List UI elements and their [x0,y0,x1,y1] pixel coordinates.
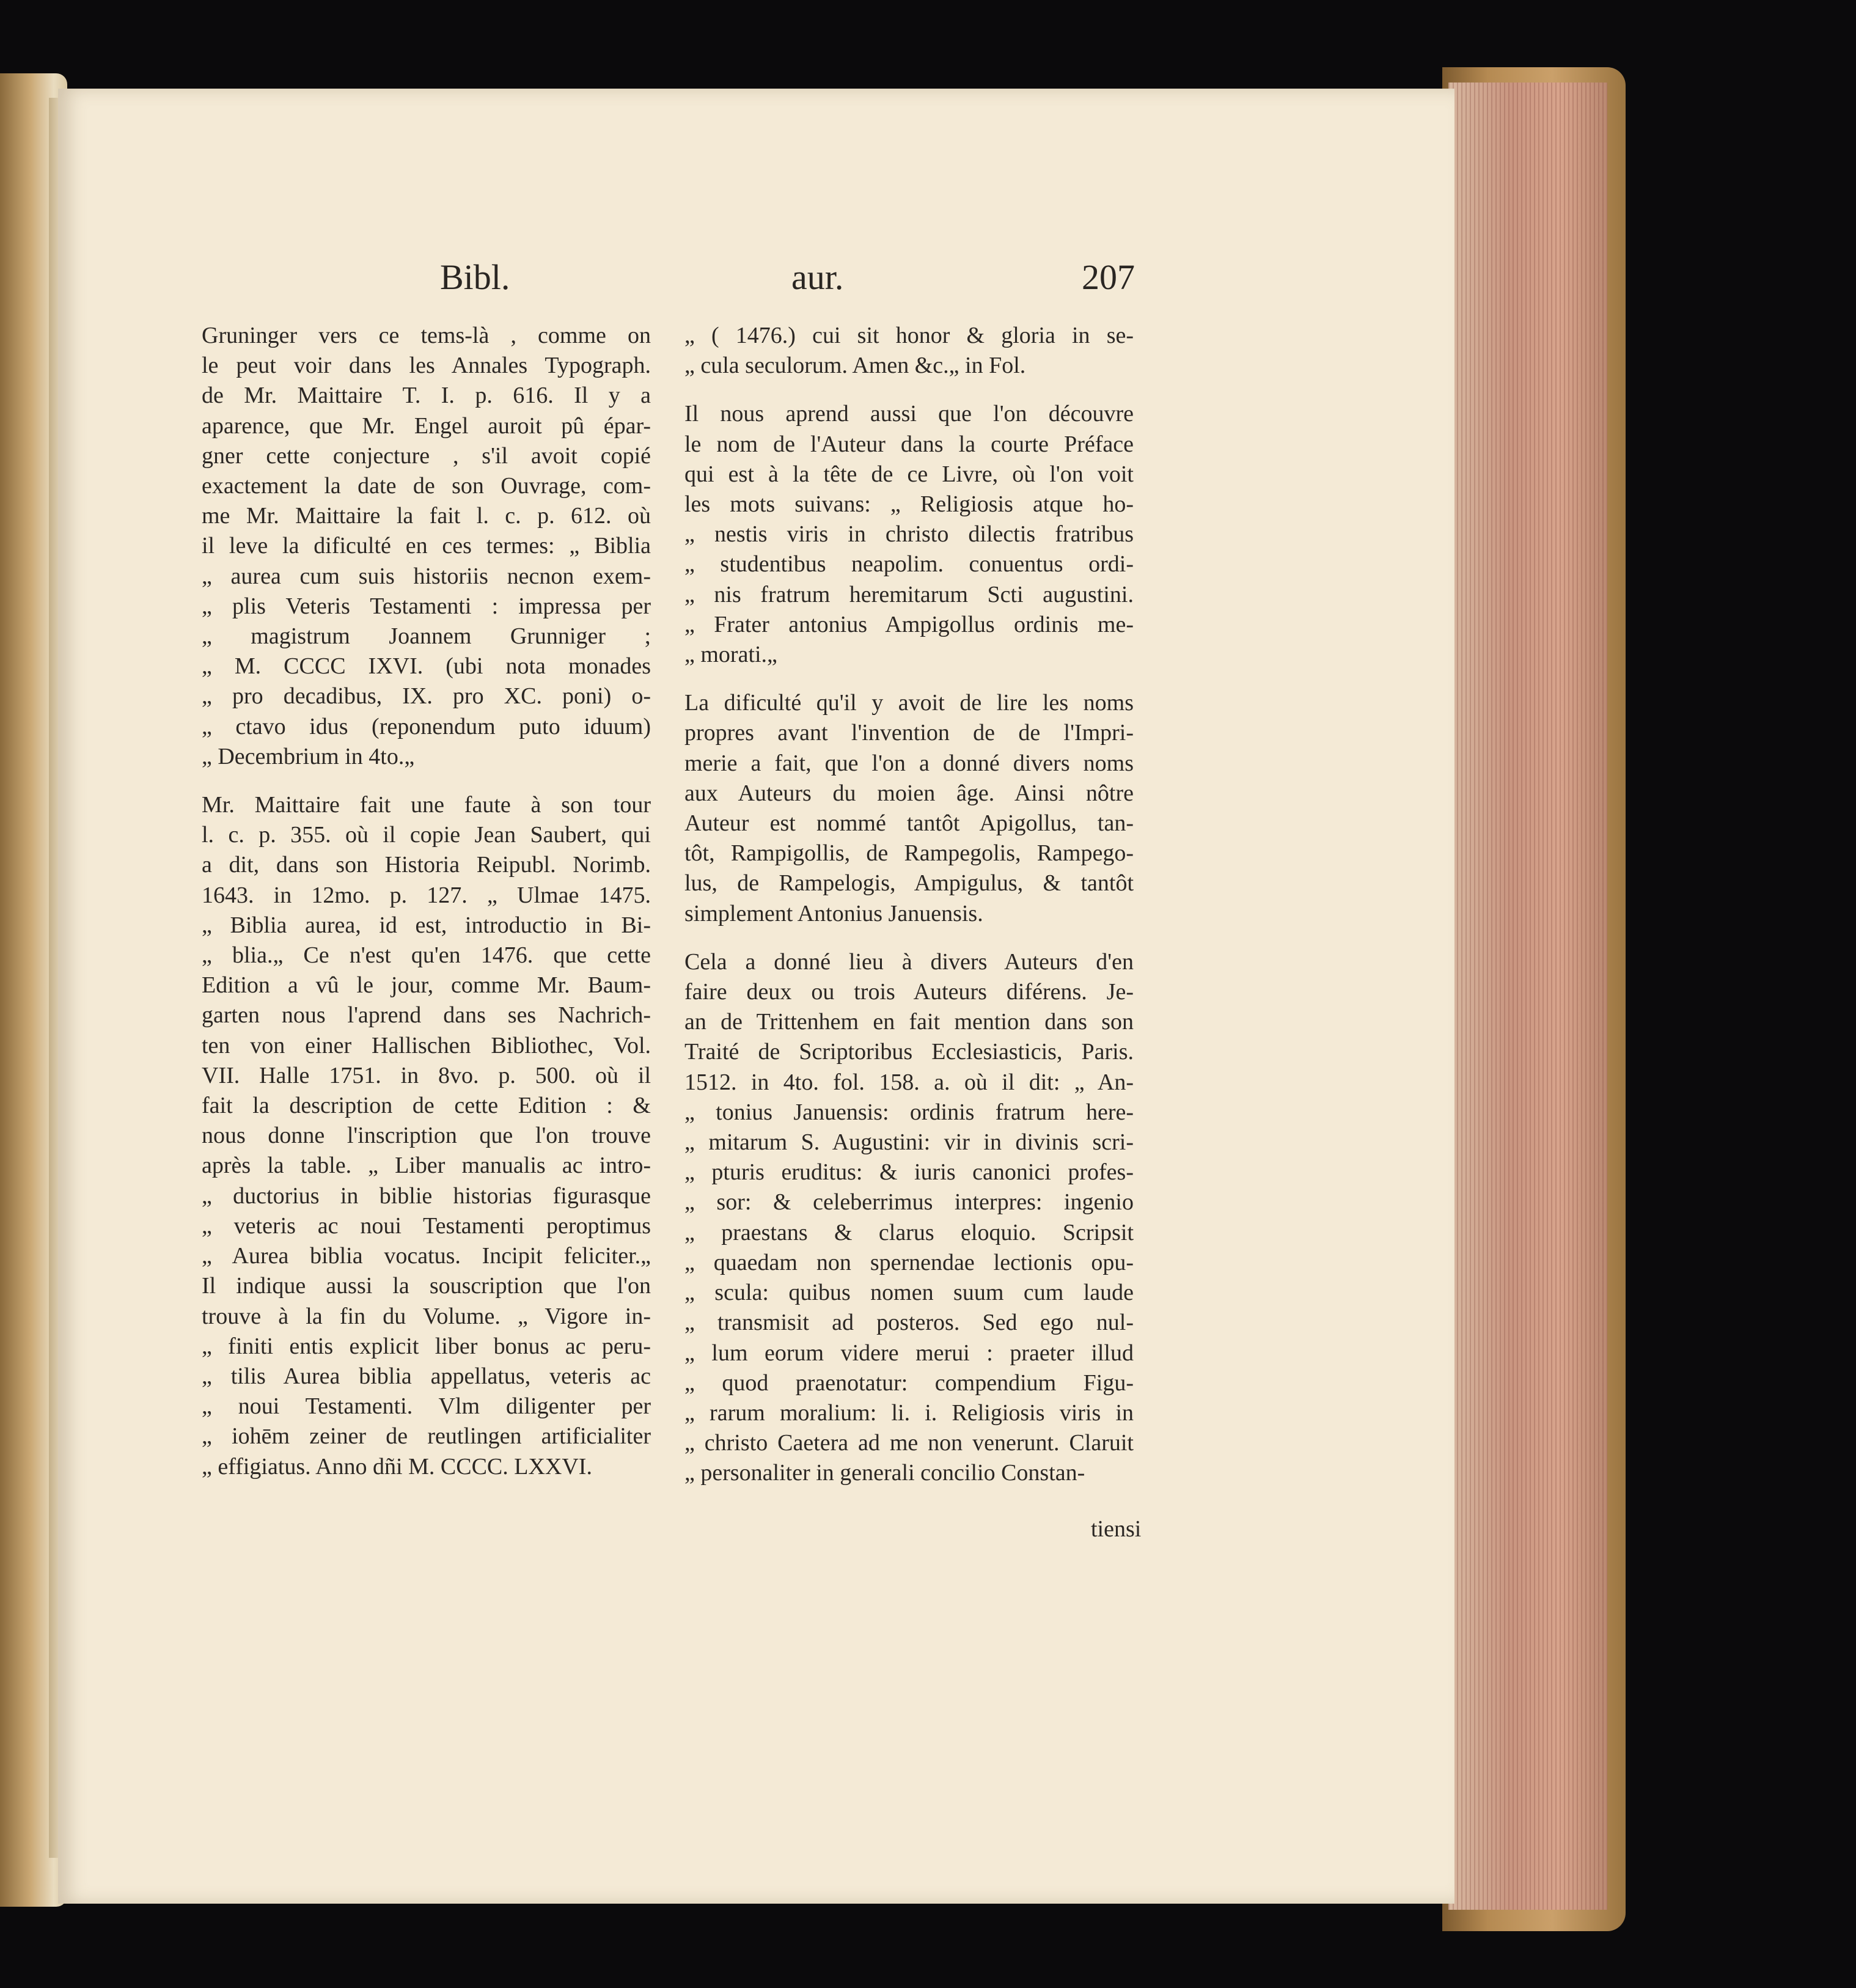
text-line: faire deux ou trois Auteurs diférens. Je- [684,979,1134,1005]
text-line: qui est à la tête de ce Livre, où l'on voit [684,461,1134,487]
text-line: „ transmisit ad posteros. Sed ego nul- [684,1310,1134,1336]
text-line: simplement Antonius Januensis. [684,900,983,926]
text-line: aux Auteurs du moien âge. Ainsi nôtre [684,780,1134,806]
text-line: Auteur est nommé tantôt Apigollus, tan- [684,810,1134,837]
text-line: „ ctavo idus (reponendum puto iduum) [202,713,651,739]
text-line: de Mr. Maittaire T. I. p. 616. Il y a [202,383,651,409]
text-line: Edition a vû le jour, comme Mr. Baum- [202,972,651,999]
text-line: „ pturis eruditus: & iuris canonici profes- [684,1159,1134,1186]
text-line: „ nestis viris in christo dilectis fratribus [684,521,1134,548]
text-line: a dit, dans son Historia Reipubl. Norimb. [202,852,651,878]
running-head-left: Bibl. [440,257,510,297]
text-line: nous donne l'inscription que l'on trouve [202,1123,651,1149]
text-line: „ tonius Januensis: ordinis fratrum here- [684,1099,1134,1125]
text-line: fait la description de cette Edition : & [202,1093,651,1119]
paragraph-gap [684,381,1134,399]
paragraph [202,321,651,772]
text-line: Gruninger vers ce tems-là , comme on [202,323,651,348]
paragraph-gap [684,929,1134,947]
text-line: „ Biblia aurea, id est, introductio in Bi- [202,912,651,938]
paragraph-gap [202,772,651,790]
text-line: le peut voir dans les Annales Typograph. [202,353,651,379]
text-line: „ rarum moralium: li. i. Religiosis viris in [684,1399,1134,1426]
text-line: 1512. in 4to. fol. 158. a. où il dit: „ An- [684,1069,1134,1095]
paragraph [684,399,1134,670]
text-line: „ veteris ac noui Testamenti peroptimus [202,1212,651,1239]
text-line: „ effigiatus. Anno dñi M. CCCC. LXXVI. [202,1453,592,1480]
text-line: exactement la date de son Ouvrage, com- [202,473,651,499]
text-line: garten nous l'aprend dans ses Nachrich- [202,1002,651,1029]
text-line: trouve à la fin du Volume. „ Vigore in- [202,1303,651,1329]
text-line: il leve la dificulté en ces termes: „ Biblia [202,533,651,559]
text-line: me Mr. Maittaire la fait l. c. p. 612. où [202,503,651,529]
text-line: propres avant l'invention de de l'Impri- [684,720,1134,746]
text-line: „ sor: & celeberrimus interpres: ingenio [684,1189,1134,1216]
paragraph-gap [684,670,1134,688]
text-line: „ tilis Aurea biblia appellatus, veteris ac [202,1363,651,1389]
text-line: lus, de Rampelogis, Ampigulus, & tantôt [684,870,1134,897]
text-line: „ nis fratrum heremitarum Scti augustini. [684,581,1134,607]
text-line: Il indique aussi la souscription que l'on [202,1273,651,1299]
text-line: „ aurea cum suis historiis necnon exem- [202,563,651,589]
paragraph [684,947,1134,1489]
text-line: „ ductorius in biblie historias figurasque [202,1183,651,1209]
paragraph [684,688,1134,929]
text-line: Il nous aprend aussi que l'on découvre [684,401,1134,427]
text-line: Traité de Scriptoribus Ecclesiasticis, Paris. [684,1039,1134,1065]
text-line: „ Aurea biblia vocatus. Incipit feliciter.„ [202,1243,651,1269]
right-text-column [684,321,1134,1489]
text-line: „ iohēm zeiner de reutlingen artificialiter [202,1423,651,1450]
text-line: 1643. in 12mo. p. 127. „ Ulmae 1475. [202,882,651,908]
text-line: Mr. Maittaire fait une faute à son tour [202,792,651,818]
text-line: „ finiti entis explicit liber bonus ac peru- [202,1333,651,1359]
text-line: „ M. CCCC IXVI. (ubi nota monades [202,653,651,680]
text-line: Cela a donné lieu à divers Auteurs d'en [684,948,1134,975]
text-line: „ pro decadibus, IX. pro XC. poni) o- [202,683,651,710]
paragraph [684,321,1134,381]
text-line: ten von einer Hallischen Bibliothec, Vol. [202,1032,651,1058]
text-line: les mots suivans: „ Religiosis atque ho- [684,491,1134,518]
text-line: après la table. „ Liber manualis ac intro- [202,1153,651,1179]
catchword: tiensi [1091,1516,1142,1542]
left-text-column [202,321,651,1482]
text-line: „ lum eorum videre merui : praeter illud [684,1340,1134,1366]
text-line: „ blia.„ Ce n'est qu'en 1476. que cette [202,942,651,969]
text-line: „ plis Veteris Testamenti : impressa per [202,593,651,619]
text-line: gner cette conjecture , s'il avoit copié [202,442,651,469]
text-line: La dificulté qu'il y avoit de lire les noms [684,690,1134,716]
text-line: „ magistrum Joannem Grunniger ; [202,623,651,650]
text-line: „ noui Testamenti. Vlm diligenter per [202,1393,651,1420]
text-line: „ Frater antonius Ampigollus ordinis me- [684,611,1134,637]
text-line: „ ( 1476.) cui sit honor & gloria in se- [684,323,1134,348]
text-line: „ mitarum S. Augustini: vir in divinis scri- [684,1129,1134,1156]
text-line: merie a fait, que l'on a donné divers noms [684,750,1134,776]
text-line: „ personaliter in generali concilio Constan- [684,1460,1085,1486]
text-line: „ quod praenotatur: compendium Figu- [684,1370,1134,1396]
text-line: an de Trittenhem en fait mention dans son [684,1009,1134,1035]
text-line: VII. Halle 1751. in 8vo. p. 500. où il [202,1062,651,1088]
text-line: „ cula seculorum. Amen &c.„ in Fol. [684,353,1026,379]
text-line: le nom de l'Auteur dans la courte Préface [684,431,1134,457]
text-line: „ quaedam non spernendae lectionis opu- [684,1249,1134,1275]
text-line: „ praestans & clarus eloquio. Scripsit [684,1219,1134,1245]
text-line: l. c. p. 355. où il copie Jean Saubert, qui [202,822,651,848]
paragraph [202,790,651,1482]
running-head-center: aur. [791,257,844,297]
text-line: „ Decembrium in 4to.„ [202,743,415,769]
page-fore-edge [1448,83,1607,1910]
text-line: „ morati.„ [684,642,777,668]
text-line: „ scula: quibus nomen suum cum laude [684,1280,1134,1306]
text-line: „ christo Caetera ad me non venerunt. Claruit [684,1430,1134,1456]
text-line: tôt, Rampigollis, de Rampegolis, Rampego- [684,840,1134,867]
text-line: aparence, que Mr. Engel auroit pû épar- [202,413,651,439]
page-number: 207 [1082,257,1135,297]
text-line: „ studentibus neapolim. conuentus ordi- [684,551,1134,578]
